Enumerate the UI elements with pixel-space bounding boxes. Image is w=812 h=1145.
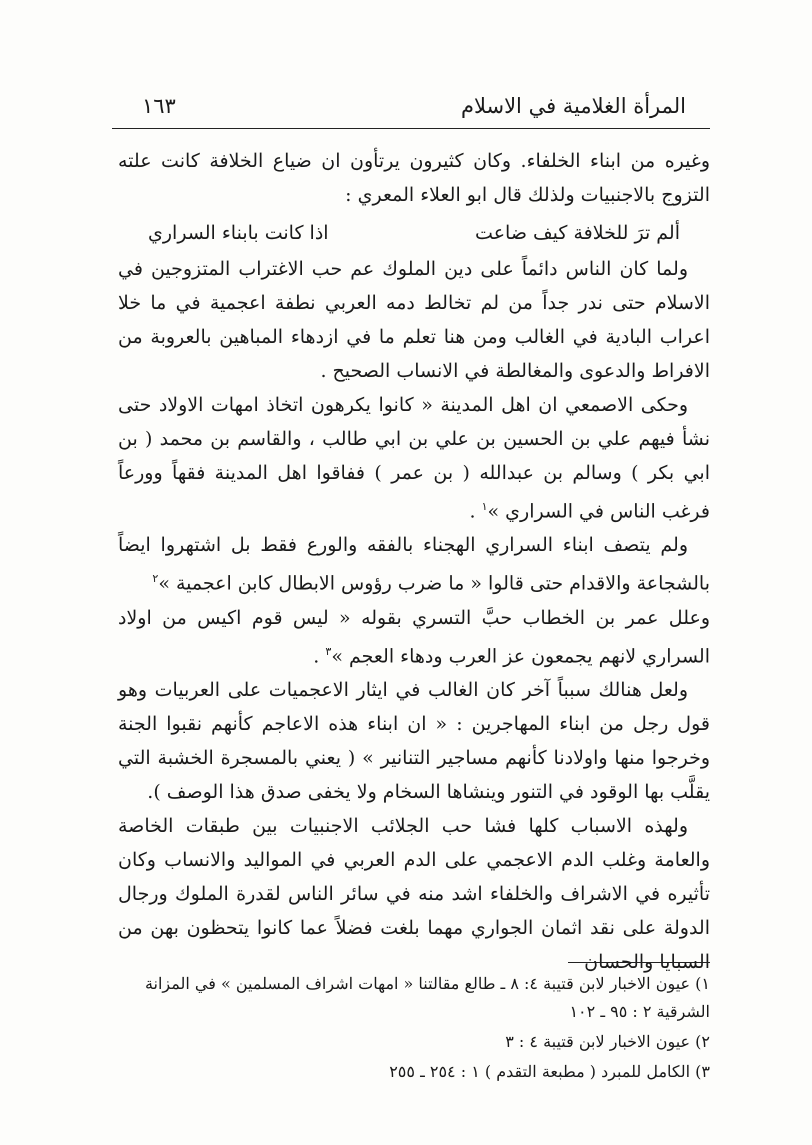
paragraph: وعلل عمر بن الخطاب حبَّ التسري بقوله « ليس قوم اكيس من اولاد السراري لانهم يجمعون عز العرب ودهاء العجم »$^٣$ . bbox=[118, 606, 710, 667]
footnotes bbox=[118, 970, 710, 1088]
paragraph: وغيره من ابناء الخلفاء. وكان كثيرون يرتأون ان ضياع الخلافة كانت علته التزوج بالاجنبيات ولذلك قال ابو العلاء المعري : bbox=[118, 150, 710, 206]
footnote: ١) عيون الاخبار لابن قتيبة ٤: ٨ ـ طالع مقالتنا « امهات اشراف المسلمين » في المزانة الشرقية ٢ : ٩٥ ـ ١٠٢ bbox=[144, 974, 710, 1021]
paragraph: ولما كان الناس دائماً على دين الملوك عم حب الاغتراب المتزوجين في الاسلام حتى ندر جداً من لم تخالط دمه العربي نطفة اعجمية في ما خلا اعراب البادية في الغالب ومن هنا تعلم ما في ازدهاء المباهين بالعروبة من الافراط والدعوى والمغالطة في الانساب الصحيح . bbox=[118, 258, 710, 382]
footnote: ٣) الكامل للمبرد ( مطبعة التقدم ) ١ : ٢٥٤ ـ ٢٥٥ bbox=[389, 1062, 710, 1081]
footnote-ref: ١ bbox=[481, 500, 488, 513]
verse-first-hemistich: ألم ترَ للخلافة كيف ضاعت bbox=[475, 222, 680, 244]
paragraph: وحكى الاصمعي ان اهل المدينة « كانوا يكرهون اتخاذ امهات الاولاد حتى نشأ فيهم علي بن الحسين بن علي بن ابي طالب ، والقاسم بن محمد ( بن ابي بكر ) وسالم بن عبدالله ( بن عمر ) ففاقوا اهل المدينة فقهاً وورعاً فرغب الناس في السراري »$^١$ . bbox=[118, 394, 710, 523]
footnote-separator bbox=[568, 962, 710, 963]
verse-second-hemistich: اذا كانت بابناء السراري bbox=[148, 222, 329, 244]
paragraph-text: وحكى الاصمعي ان اهل المدينة « كانوا يكرهون اتخاذ امهات الاولاد حتى نشأ فيهم علي بن الحسين بن علي بن ابي طالب ، والقاسم بن محمد ( بن ابي بكر ) وسالم بن عبدالله ( بن عمر ) ففاقوا اهل المدينة فقهاً وورعاً فرغب الناس في السراري » bbox=[118, 394, 710, 523]
paragraph bbox=[118, 528, 710, 600]
footnote-ref: ٢ bbox=[152, 572, 159, 586]
paragraph-text: ولم يتصف ابناء السراري الهجناء بالفقه والورع فقط بل اشتهروا ايضاً بالشجاعة والاقدام حتى قالوا « ما ضرب رؤوس الابطال كابن اعجمية » bbox=[118, 534, 710, 595]
footnote: ٢) عيون الاخبار لابن قتيبة ٤ : ٣ bbox=[505, 1032, 710, 1051]
poetry-verse bbox=[118, 216, 710, 250]
running-header bbox=[112, 88, 710, 129]
page-number: ١٦٣ bbox=[142, 94, 176, 118]
paragraph: ولهذه الاسباب كلها فشا حب الجلائب الاجنبيات بين طبقات الخاصة والعامة وغلب الدم الاعجمي على الدم العربي في المواليد والانساب وكان تأثيره في الاشراف والخلفاء اشد منه في سائر الناس لقدرة الملوك ورجال الدولة على نقد اثمان الجواري مهما بلغت فضلاً عما كانوا يتحظون بهن من السبايا والحسان bbox=[118, 814, 710, 973]
paragraph-text: وعلل عمر بن الخطاب حبَّ التسري بقوله « ليس قوم اكيس من اولاد السراري لانهم يجمعون عز العرب ودهاء العجم » bbox=[118, 606, 710, 667]
footnote-ref: ٣ bbox=[325, 644, 332, 658]
running-title: المرأة الغلامية في الاسلام bbox=[460, 94, 686, 118]
main-text bbox=[118, 144, 710, 979]
paragraph: ولعل هنالك سبباً آخر كان الغالب في ايثار الاعجميات على العربيات وهو قول رجل من ابناء المهاجرين : « ان ابناء هذه الاعاجم كأنهم نقبوا الجنة وخرجوا منها واولادنا كأنهم مساجير التنانير » ( يعني بالمسجرة الخشبة التي يقلَّب بها الوقود في التنور وينشاها السخام ولا يخفى صدق هذا الوصف ). bbox=[118, 678, 710, 803]
